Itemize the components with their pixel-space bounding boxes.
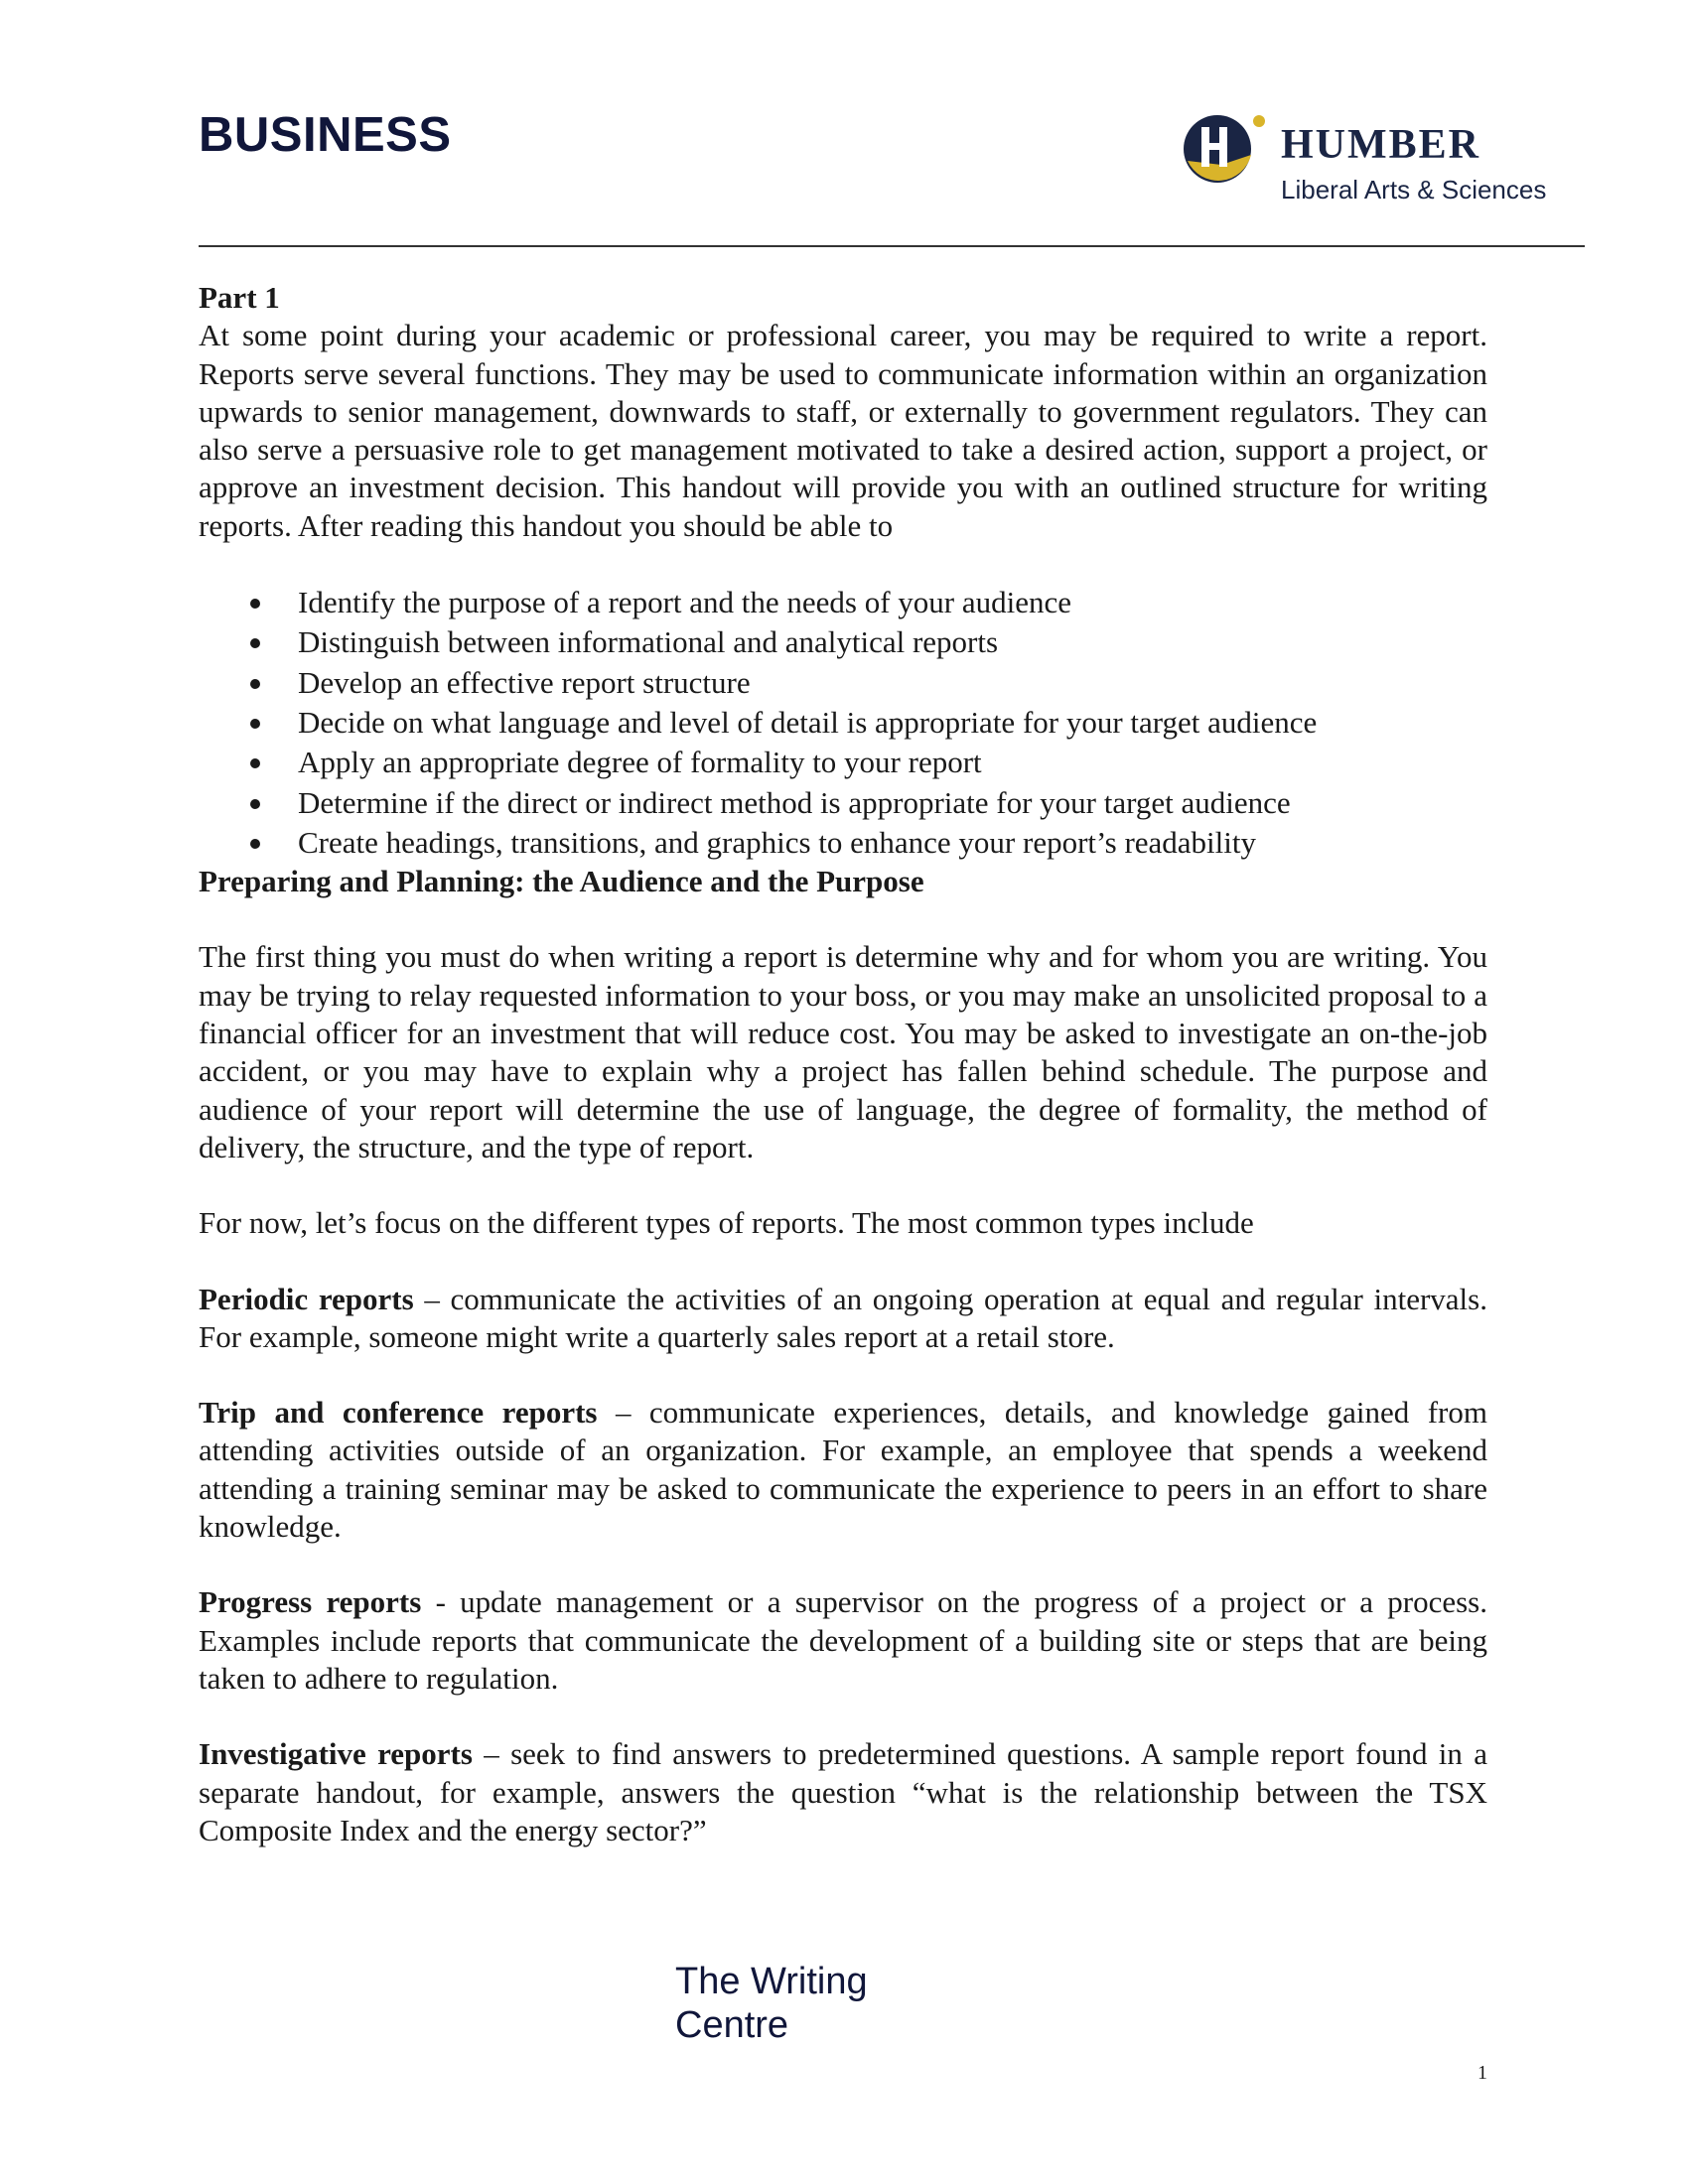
document-body xyxy=(199,279,1487,1849)
humber-logo-icon xyxy=(1182,109,1269,187)
logo-subtitle: Liberal Arts & Sciences xyxy=(1281,175,1547,205)
report-type-investigative xyxy=(199,1735,1487,1849)
report-type-term: Investigative reports xyxy=(199,1736,473,1772)
report-type-description: - update management or a supervisor on the progress of a project or a process. Examples include reports that communicate the development of a building site or steps that are being taken to adhere to regulation. xyxy=(199,1584,1487,1696)
list-item: Identify the purpose of a report and the needs of your audience xyxy=(199,583,1487,622)
report-type-term: Progress reports xyxy=(199,1584,422,1620)
audience-purpose-paragraph: The first thing you must do when writing a report is determine why and for whom you are writing. You may be trying to relay requested information to your boss, or you may make an unsolicited proposal to a financial officer for an investment that will reduce cost. You may be asked to investigate an on-the-job accident, or you may have to explain why a project has fallen behind schedule. The purpose and audience of your report will determine the use of language, the degree of formality, the method of delivery, the structure, and the type of report. xyxy=(199,939,1487,1164)
list-item: Create headings, transitions, and graphics to enhance your report’s readability xyxy=(199,823,1487,863)
list-item: Distinguish between informational and analytical reports xyxy=(199,622,1487,662)
learning-objectives-list xyxy=(199,583,1487,863)
footer-writing-centre-label: The Writing Centre xyxy=(675,1961,868,2046)
report-type-description: – communicate the activities of an ongoing operation at equal and regular intervals. For example, someone might write a quarterly sales report at a retail store. xyxy=(199,1281,1487,1354)
report-type-description: – seek to find answers to predetermined questions. A sample report found in a separate handout, for example, answers the question “what is the relationship between the TSX Composite Index and the energy sector?” xyxy=(199,1736,1487,1847)
list-item: Develop an effective report structure xyxy=(199,663,1487,703)
report-type-term: Periodic reports xyxy=(199,1281,414,1316)
header-divider xyxy=(199,245,1585,247)
document-title: BUSINESS xyxy=(199,108,452,162)
report-types-intro: For now, let’s focus on the different types of reports. The most common types include xyxy=(199,1205,1254,1241)
list-item: Determine if the direct or indirect method is appropriate for your target audience xyxy=(199,783,1487,823)
list-item: Decide on what language and level of detail is appropriate for your target audience xyxy=(199,703,1487,743)
logo-name: HUMBER xyxy=(1281,122,1480,168)
humber-logo xyxy=(1182,107,1589,211)
list-item: Apply an appropriate degree of formality to your report xyxy=(199,743,1487,782)
report-type-progress xyxy=(199,1583,1487,1698)
report-type-term: Trip and conference reports xyxy=(199,1395,598,1431)
page-number: 1 xyxy=(1477,2062,1487,2084)
report-type-trip-conference xyxy=(199,1394,1487,1546)
report-type-periodic xyxy=(199,1281,1487,1357)
section-heading: Preparing and Planning: the Audience and the Purpose xyxy=(199,864,924,899)
report-type-description: – communicate experiences, details, and knowledge gained from attending activities outside of an organization. For example, an employee that spends a weekend attending a training seminar may be asked to communicate the experience to peers in an effort to share knowledge. xyxy=(199,1395,1487,1545)
part-title: Part 1 xyxy=(199,280,280,315)
intro-paragraph: At some point during your academic or professional career, you may be required to write a report. Reports serve several functions. They may be used to communicate information within an organization upwards to senior management, downwards to staff, or externally to government regulators. They can also serve a persuasive role to get management motivated to take a desired action, support a project, or approve an investment decision. This handout will provide you with an outlined structure for writing reports. After reading this handout you should be able to xyxy=(199,318,1487,543)
